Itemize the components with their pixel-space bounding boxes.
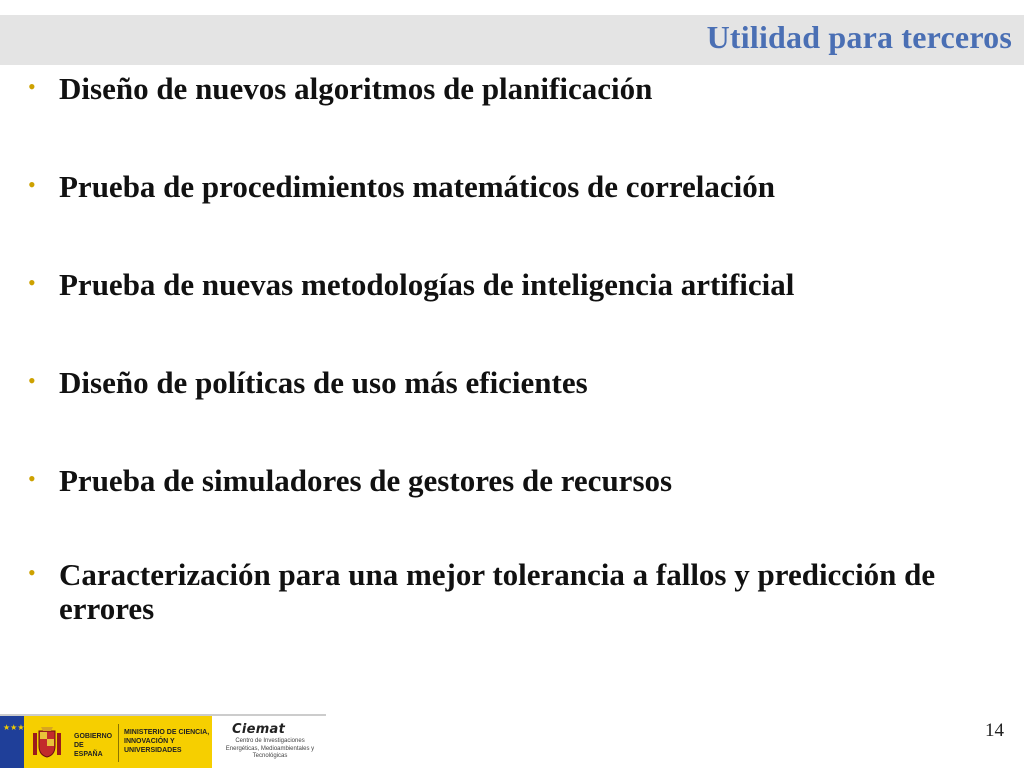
slide-title: Utilidad para terceros (706, 19, 1012, 55)
government-logo (24, 716, 212, 768)
bullet-text: Prueba de nuevas metodologías de inteligencia artificial (59, 267, 795, 302)
bullet-marker: • (28, 466, 36, 491)
bullet-marker: • (28, 560, 36, 585)
bullet-text: Diseño de políticas de uso más eficientes (59, 365, 588, 400)
footer-logos (0, 714, 326, 768)
bullet-text: Caracterización para una mejor tolerancia a fallos y predicción de errores (59, 557, 936, 626)
bullet-item (28, 366, 988, 400)
eu-flag-icon (0, 716, 24, 768)
bullet-list (28, 72, 988, 626)
page-number: 14 (985, 720, 1004, 741)
ministry-text: MINISTERIO DE CIENCIA, INNOVACIÓN Y UNIVERSIDADES (124, 729, 210, 754)
bullet-item (28, 72, 988, 106)
coat-of-arms-icon (30, 726, 64, 760)
logo-divider (118, 724, 119, 762)
bullet-item (28, 464, 988, 498)
ciemat-subtitle: Centro de Investigaciones Energéticas, Medioambientales y Tecnológicas (225, 738, 315, 759)
bullet-item (28, 558, 988, 626)
bullet-item (28, 268, 988, 302)
bullet-marker: • (28, 172, 36, 197)
title-bar (0, 15, 1024, 65)
ciemat-logo (212, 716, 326, 768)
bullet-marker: • (28, 74, 36, 99)
bullet-marker: • (28, 368, 36, 393)
ciemat-wordmark: Ciemat (232, 722, 286, 737)
bullet-text: Prueba de procedimientos matemáticos de correlación (59, 169, 776, 204)
bullet-text: Prueba de simuladores de gestores de recursos (59, 463, 673, 498)
bullet-item (28, 170, 988, 204)
gov-text: GOBIERNO DE ESPAÑA (74, 733, 113, 758)
bullet-marker: • (28, 270, 36, 295)
bullet-text: Diseño de nuevos algoritmos de planificación (59, 71, 653, 106)
